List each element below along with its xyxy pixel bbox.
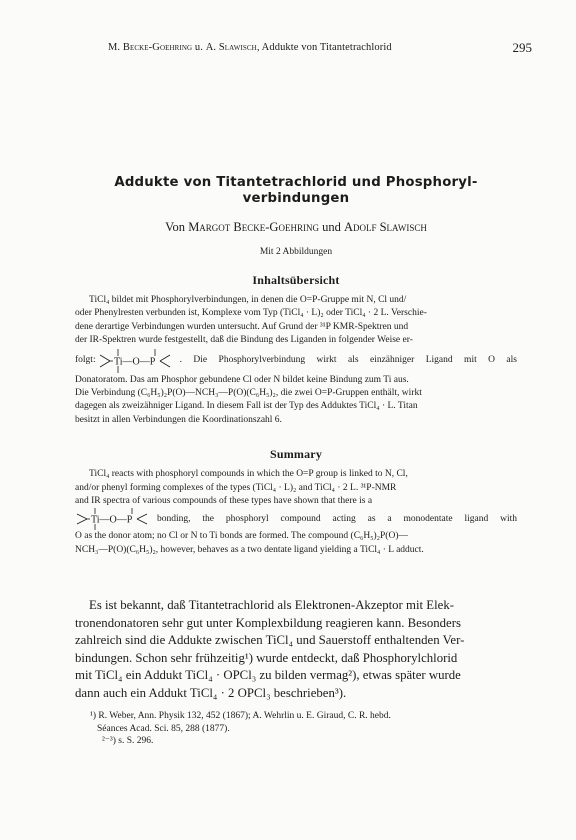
bond-structure-diagram-summary: [75, 508, 155, 530]
running-head-author2: A. Slawisch: [205, 42, 257, 53]
page: [60, 40, 532, 748]
struct-formula: Ti—O—P: [113, 356, 155, 368]
summary-line: and/or phenyl forming complexes of the types (TiCl₄ · L)₂ and TiCl₄ · 2 L. ³¹P-NMR: [75, 482, 397, 493]
page-number: 295: [512, 40, 532, 55]
body-line: bindungen. Schon sehr frühzeitig¹) wurde entdeckt, daß Phosphorylchlorid: [75, 650, 458, 665]
body-line: tronendonatoren sehr gut unter Komplexbildung reagieren kann. Besonders: [75, 615, 461, 630]
footnote-1-cont: Séances Acad. Sci. 85, 288 (1877).: [97, 723, 230, 734]
summary-line: and IR spectra of various compounds of these types have shown that there is a: [75, 496, 373, 507]
body-text: [75, 597, 532, 702]
footnotes: [75, 710, 532, 748]
body-line: mit TiCl₄ ein Addukt TiCl₄ · OPCl₃ zu bilden vermag²), etwas später wurde: [75, 668, 461, 683]
inhalt-line: dagegen als zweizähniger Ligand. In diesem Fall ist der Typ des Adduktes TiCl₄ · L. Titan: [75, 401, 418, 412]
summary-line: TiCl₄ reacts with phosphoryl compounds in which the O=P group is linked to N, Cl,: [89, 469, 408, 480]
running-head: [108, 42, 392, 53]
inhalt-abstract: [75, 294, 517, 427]
author-line: [60, 220, 532, 235]
running-head-conj: u.: [194, 42, 203, 53]
summary-line: O as the donor atom; no Cl or N to Ti bonds are formed. The compound (C₆H₅)₂P(O)—: [75, 531, 408, 542]
summary-structure-line: [75, 508, 517, 530]
running-head-rest: , Addukte von Titantetrachlorid: [256, 42, 392, 53]
footnote-1: ¹) R. Weber, Ann. Physik 132, 452 (1867); A. Wehrlin u. E. Giraud, C. R. hebd.: [90, 711, 391, 722]
inhalt-line: TiCl₄ bildet mit Phosphorylverbindungen, in denen die O=P-Gruppe mit N, Cl und/: [89, 295, 407, 305]
inhalt-struct-post: . Die Phosphorylverbindung wirkt als einzähniger Ligand mit O als: [179, 354, 517, 365]
article-title: [60, 175, 532, 207]
struct-formula: Ti—O—P: [91, 514, 133, 526]
summary-abstract: [75, 468, 517, 557]
authors-und: und: [322, 220, 341, 234]
inhalt-line: oder Phenylresten verbunden ist, Komplexe vom Typ (TiCl₄ · L)₂ oder TiCl₄ · 2 L. Verschie-: [75, 308, 427, 319]
figures-note: Mit 2 Abbildungen: [259, 247, 333, 257]
running-head-author1: M. Becke-Goehring: [108, 42, 193, 53]
inhalt-heading: Inhaltsübersicht: [252, 273, 340, 287]
inhalt-line: Die Verbindung (C₆H₅)₂P(O)—NCH₃—P(O)(C₆H₅)₂, die zwei O=P-Gruppen enthält, wirkt: [75, 388, 422, 399]
summary-heading: Summary: [269, 447, 323, 462]
body-line: dann auch ein Addukt TiCl₄ · 2 OPCl₃ beschrieben³).: [75, 685, 347, 700]
author-1: Margot Becke-Goehring: [188, 220, 319, 234]
inhalt-line: der IR-Spektren wurde festgestellt, daß die Bindung des Liganden in folgender Weise er-: [75, 335, 413, 346]
inhalt-line: Donatoratom. Das am Phosphor gebundene Cl oder N bildet keine Bindung zum Ti aus.: [75, 374, 409, 385]
authors-von: Von: [165, 220, 186, 234]
inhalt-line: besitzt in allen Verbindungen die Koordinationszahl 6.: [75, 414, 282, 425]
inhalt-struct-pre: folgt:: [75, 354, 96, 365]
title-line-1: Addukte von Titantetrachlorid und Phosphoryl-: [114, 175, 478, 190]
footnote-2: ²⁻³) s. S. 296.: [102, 736, 154, 747]
inhalt-structure-line: [75, 348, 517, 374]
summary-struct-post: bonding, the phosphoryl compound acting as a monodentate ligand with: [157, 513, 517, 524]
summary-line: NCH₃—P(O)(C₆H₅)₂, however, behaves as a two dentate ligand yielding a TiCl₄ · L adduct.: [75, 544, 424, 555]
author-2: Adolf Slawisch: [343, 220, 427, 234]
body-line: Es ist bekannt, daß Titantetrachlorid als Elektronen-Akzeptor mit Elek-: [89, 598, 454, 613]
body-line: zahlreich sind die Addukte zwischen TiCl₄ und Sauerstoff enthaltenden Ver-: [75, 633, 465, 648]
title-line-2: verbindungen: [242, 191, 350, 206]
inhalt-line: dene derartige Verbindungen wurden untersucht. Auf Grund der ³¹P KMR-Spektren und: [75, 321, 409, 332]
running-header: [60, 40, 532, 58]
bond-structure-diagram: [98, 348, 178, 374]
